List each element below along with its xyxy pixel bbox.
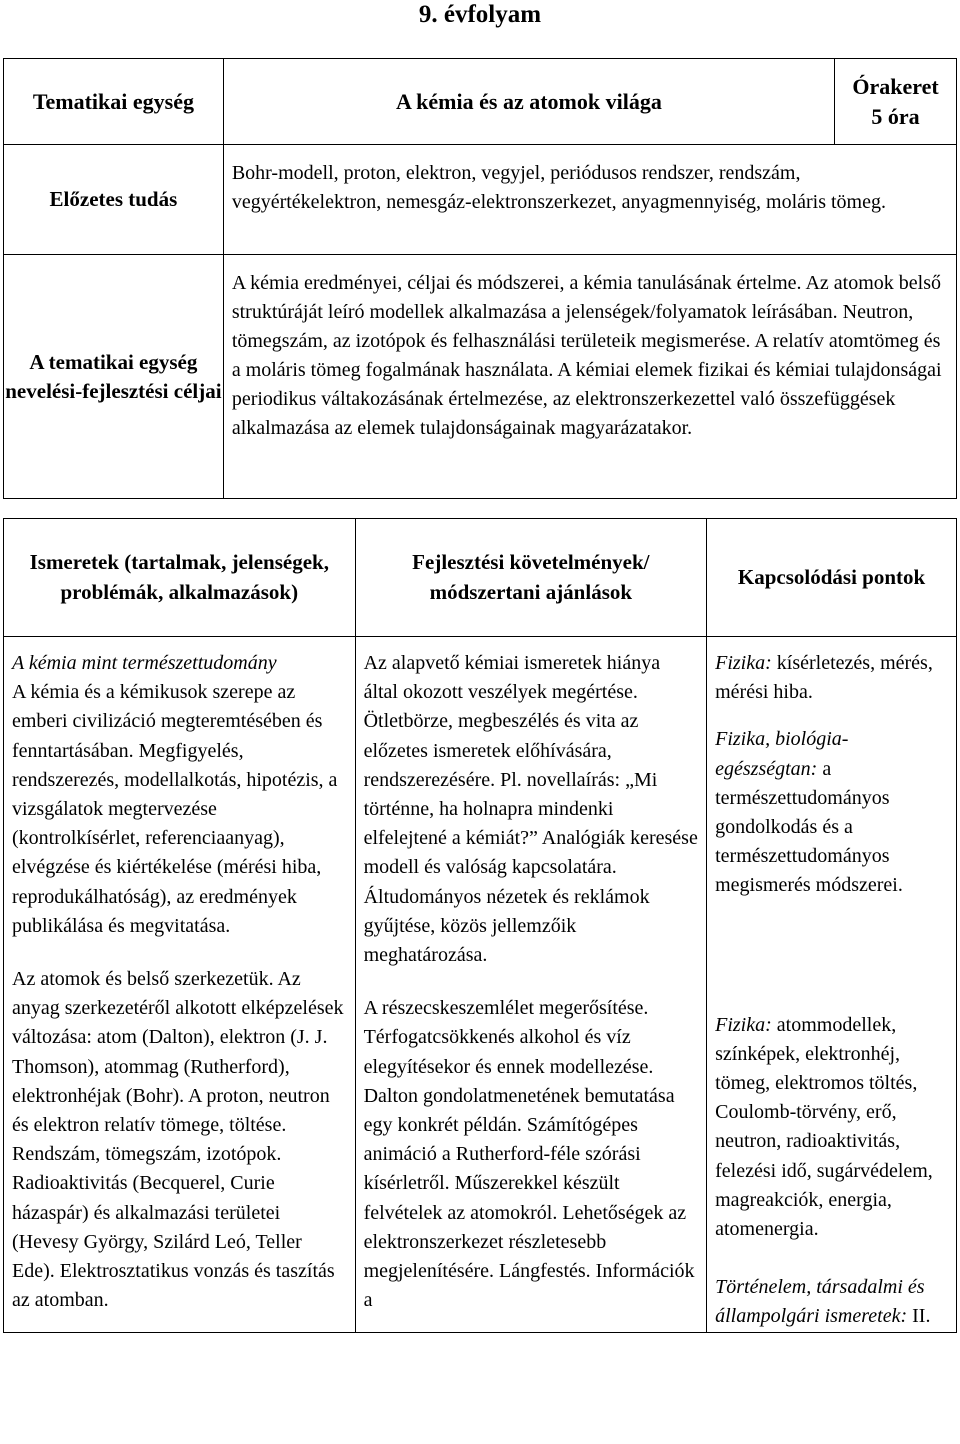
knowledge-header: Ismeretek (tartalmak, jelenségek, problémák, alkalmazások) [4,519,356,637]
knowledge-section-text-2: Az atomok és belső szerkezetük. Az anyag szerkezetéről alkotott elképzelések változása: atom (Dalton), elektron (J. J. Thomson), atommag (Rutherford), elektronhéjak (Bohr). A proton, neutron és elektron relatív tömege, töltése. Rendszám, tömegszám, izotópok. Radioaktivitás (Becquerel, Curie házaspár) és alkalmazási területei (Hevesy György, Szilárd Leó, Teller Ede). Elektrosztatikus vonzás és taszítás az atomban. [12,968,344,1312]
connection-text: atommodellek, színképek, elektronhéj, tömeg, elektromos töltés, Coulomb-törvény, erő, neutron, radioaktivitás, felezési idő, sugárvédelem, magreakciók, energia, atomenergia. [715,1013,933,1241]
connections-header: Kapcsolódási pontok [707,519,957,637]
requirements-cell [355,637,707,1333]
unit-table [3,58,957,499]
requirements-text: Az alapvető kémiai ismeretek hiánya által okozott veszélyek megértése. Ötletbörze, megbeszélés és vita az előzetes ismeretek előhívására, rendszerezésére. Pl. novellaírás: „Mi történne, ha holnapra mindenki elfelejtené a kémiát?” Analógiák keresése modell és valóság kapcsolatára. Áltudományos nézetek és reklámok gyűjtése, közös jellemzőik meghatározása. [363,652,698,967]
connection-text: II. [907,1305,931,1328]
connection-item [715,725,948,900]
time-frame-cell [835,59,957,145]
connection-text: a természettudományos gondolkodás és a természettudományos megismerés módszerei. [715,757,903,897]
prior-knowledge-label: Előzetes tudás [4,145,224,255]
thematic-unit-title: A kémia és az atomok világa [223,59,834,145]
goals-text: A kémia eredményei, céljai és módszerei, a kémia tanulásának értelme. Az atomok belső struktúráját leíró modellek alkalmazása a jelenségek/folyamatok leírásában. Neutron, tömegszám, az izotópok és felhasználási területeik megismerése. A relatív atomtömeg és a moláris tömeg fogalmának használata. A kémiai elemek fizikai és kémiai tulajdonságai periodikus váltakozásának értelmezése, az elektronszerkezettel való összefüggések alkalmazása az elemek tulajdonságainak magyarázatakor. [223,255,956,499]
time-frame-value: 5 óra [871,103,920,129]
grade-heading: 9. évfolyam [418,1,542,28]
connections-cell [707,637,957,1333]
knowledge-section-title: A kémia mint természettudomány [12,652,277,674]
requirements-header: Fejlesztési követelmények/ módszertani ajánlások [355,519,707,637]
content-table [3,518,957,1333]
connection-subject: Fizika: [715,652,772,674]
connection-subject: Fizika, biológia-egészségtan: [715,728,849,780]
connection-subject: Fizika: [715,1013,772,1036]
connection-item [715,649,948,707]
requirements-text-2: A részecskeszemlélet megerősítése. Térfogatcsökkenés alkohol és víz elegyítésekor és ennek modellezése. Dalton gondolatmenetének bemutatása egy konkrét példán. Számítógépes animáció a Rutherford-féle szórási kísérletről. Műszerekkel készült felvételek az atomokról. Lehetőségek az elektronszerkezet részletesebb megjelenítésére. Lángfestés. Információk a [363,997,695,1312]
knowledge-cell [4,637,356,1333]
connection-item [715,1273,948,1331]
goals-label: A tematikai egység nevelési-fejlesztési céljai [4,255,224,499]
prior-knowledge-text: Bohr-modell, proton, elektron, vegyjel, periódusos rendszer, rendszám, vegyértékelektron, nemesgáz-elektronszerkezet, anyagmennyiség, moláris tömeg. [223,145,956,255]
connection-text: kísérletezés, mérés, mérési hiba. [715,652,933,704]
connection-item [715,1011,948,1245]
connection-subject: Történelem, társadalmi és állampolgári ismeretek: [715,1276,925,1328]
thematic-unit-label: Tematikai egység [4,59,224,145]
knowledge-section-text: A kémia és a kémikusok szerepe az emberi civilizáció megteremtésében és fenntartásában. Megfigyelés, rendszerezés, modellalkotás, hipotézis, a vizsgálatok megtervezése (kontrolkísérlet, referenciaanyag), elvégzése és kiértékelése (mérési hiba, reprodukálhatóság), az eredmények publikálása és megvitatása. [12,681,338,937]
time-frame-label: Órakeret [852,73,939,99]
